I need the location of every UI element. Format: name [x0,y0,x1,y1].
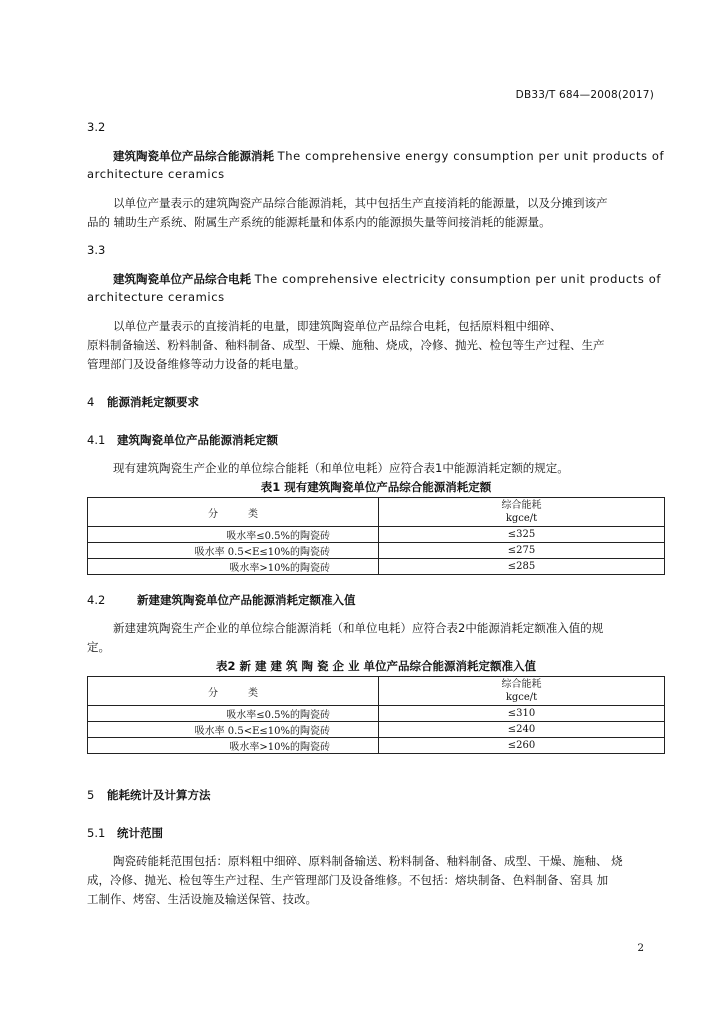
header-energy-label: 综合能耗 [501,500,542,511]
section-4-2-number: 4.2 [87,593,106,607]
header-energy-unit: kgce/t [505,513,538,524]
section-3-2-title-en-cont: architecture ceramics [87,167,225,181]
table-row [88,559,665,575]
section-5-1-body-line: 工制作、烤窑、生活设施及输送保管、技改。 [87,892,317,906]
section-3-2-body-line: 以单位产量表示的建筑陶瓷产品综合能源消耗，其中包括生产直接消耗的能源量，以及分摊到该产 [113,196,608,210]
section-4-2-body-line: 定。 [87,640,110,654]
section-3-2-title-cn: 建筑陶瓷单位产品综合能源消耗 [113,149,274,163]
section-3-2-title-en: The comprehensive energy consumption per unit products of [277,149,665,163]
section-3-3-number: 3.3 [87,243,106,257]
section-5-1-body-line: 成，冷修、抛光、检包等生产过程、生产管理部门及设备维修。不包括：熔块制备、色料制备、窑具 加 [87,873,609,887]
section-3-3-title-en: The comprehensive electricity consumption per unit products of [254,272,662,286]
row-category: 吸水率>10%的陶瓷砖 [88,559,379,575]
section-3-3-title-cn: 建筑陶瓷单位产品综合电耗 [113,272,251,286]
table-row [88,527,665,543]
section-3-3-body-line: 原料制备输送、粉料制备、釉料制备、成型、干燥、施釉、烧成，冷修、抛光、检包等生产过程、生产 [87,338,605,352]
row-category: 吸水率≤0.5%的陶瓷砖 [88,706,379,722]
section-4-number: 4 [87,395,95,409]
table-1-caption: 表1 现有建筑陶瓷单位产品综合能源消耗定额 [260,480,492,494]
section-5-1-number: 5.1 [87,826,106,840]
table-row [88,738,665,754]
header-energy-label: 综合能耗 [501,679,542,690]
header-category: 分 类 [88,677,379,706]
table-2 [87,676,665,754]
page-number: 2 [637,942,644,954]
section-4-1-number: 4.1 [87,433,106,447]
section-3-2-number: 3.2 [87,120,106,134]
section-4-2-heading [87,592,356,608]
section-4-2-body-line: 新建建筑陶瓷生产企业的单位综合能源消耗（和单位电耗）应符合表2中能源消耗定额准入值的规 [113,621,604,635]
section-4-heading [87,394,199,410]
header-energy-unit: kgce/t [505,692,538,703]
header-energy [379,677,665,706]
row-value: ≤310 [379,706,665,722]
section-3-2-body-line: 品的 辅助生产系统、附属生产系统的能源耗量和体系内的能源损失量等间接消耗的能源量。 [87,215,551,229]
table-row [88,706,665,722]
row-value: ≤260 [379,738,665,754]
section-4-2-title: 新建建筑陶瓷单位产品能源消耗定额准入值 [137,593,356,607]
section-5-1-title: 统计范围 [117,826,163,840]
section-5-1-body-line: 陶瓷砖能耗范围包括：原料粗中细碎、原料制备输送、粉料制备、釉料制备、成型、干燥、施釉、 烧 [113,854,623,868]
table-header-row [88,677,665,706]
section-5-title: 能耗统计及计算方法 [107,788,211,802]
table-2-caption: 表2 新 建 建 筑 陶 瓷 企 业 单位产品综合能源消耗定额准入值 [215,659,537,673]
section-4-title: 能源消耗定额要求 [107,395,199,409]
header-energy [379,498,665,527]
section-5-heading [87,787,211,803]
section-3-3-body-line: 以单位产量表示的直接消耗的电量，即建筑陶瓷单位产品综合电耗，包括原料粗中细碎、 [113,319,562,333]
row-category: 吸水率 0.5<E≤10%的陶瓷砖 [88,543,379,559]
section-3-3-body-line: 管理部门及设备维修等动力设备的耗电量。 [87,357,306,371]
row-value: ≤325 [379,527,665,543]
section-5-number: 5 [87,788,95,802]
section-4-1-heading [87,432,278,448]
row-category: 吸水率>10%的陶瓷砖 [88,738,379,754]
row-category: 吸水率 0.5<E≤10%的陶瓷砖 [88,722,379,738]
section-3-3-title [113,271,661,287]
section-3-2-title [113,148,664,164]
table-1 [87,497,665,575]
standard-code: DB33/T 684—2008(2017) [515,89,654,101]
row-value: ≤275 [379,543,665,559]
section-4-1-title: 建筑陶瓷单位产品能源消耗定额 [117,433,278,447]
table-row [88,543,665,559]
row-category: 吸水率≤0.5%的陶瓷砖 [88,527,379,543]
table-row [88,722,665,738]
row-value: ≤285 [379,559,665,575]
section-3-3-title-en-cont: architecture ceramics [87,290,225,304]
table-header-row [88,498,665,527]
header-category: 分 类 [88,498,379,527]
row-value: ≤240 [379,722,665,738]
section-5-1-heading [87,825,163,841]
section-4-1-body: 现有建筑陶瓷生产企业的单位综合能耗（和单位电耗）应符合表1中能源消耗定额的规定。 [113,461,569,475]
